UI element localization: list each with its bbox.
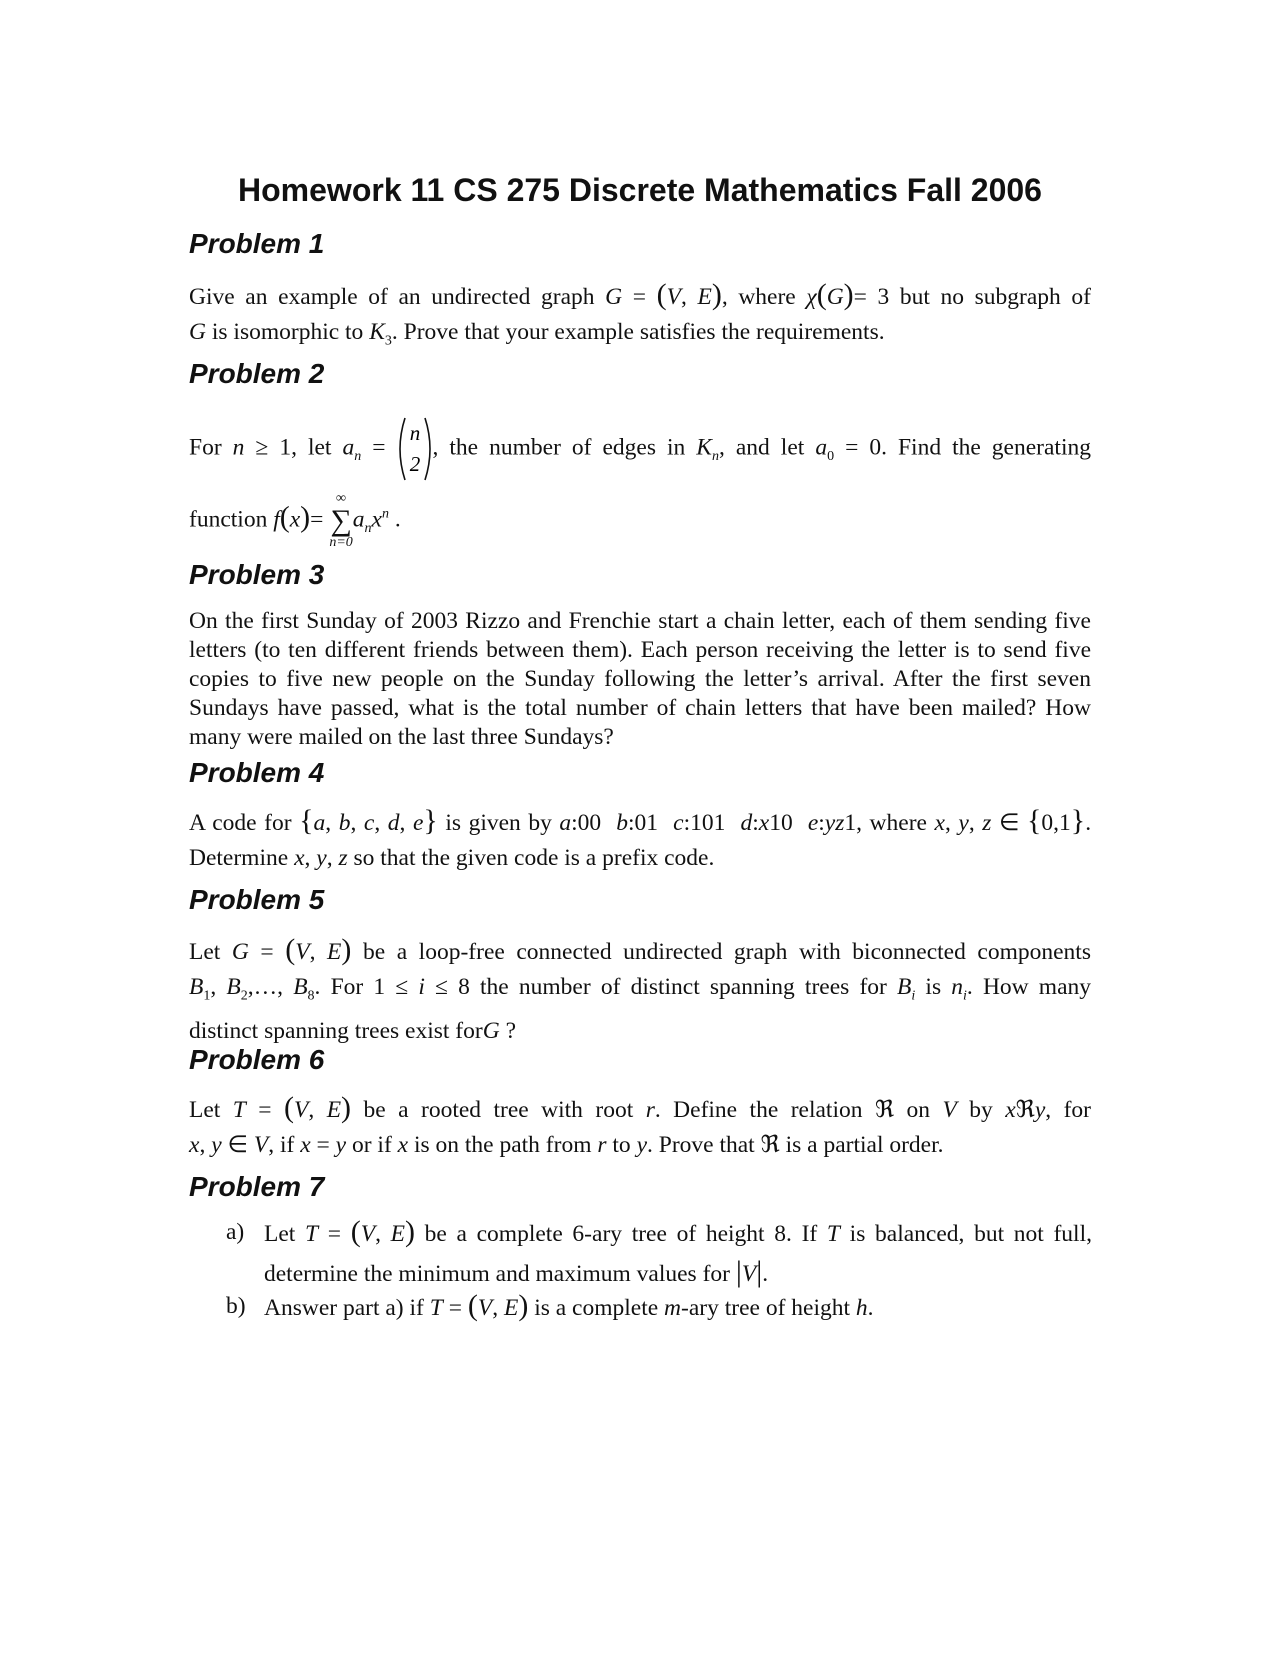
- problem-1-text: Give an example of an undirected graph G = (V, E), where χ(G)= 3 but no subgraph of G is isomorphic to $K_3$. Prove that your example satisfies the requirements.: [189, 278, 1091, 349]
- binomial-n-choose-2: [397, 416, 433, 482]
- problem-2-function: function f(x)= ∞ ∑ n=0 $a_nx^n$ .: [189, 491, 401, 550]
- problem-3-heading: Problem 3: [189, 559, 325, 590]
- part-a-label: a): [226, 1219, 245, 1245]
- problem-7-part-b: b) Answer part a) if T = (V, E) is a complete m-ary tree of height h.: [226, 1287, 1092, 1327]
- problem-4-text: A code for {a, b, c, d, e} is given by a:00 b:01 c:101 d:x10 e:yz1, where x, y, z ∈ {0,1}. Determine x, y, z so that the given code is a prefix code.: [189, 804, 1092, 871]
- problem-1-heading: Problem 1: [189, 228, 325, 259]
- problem-5-text: Let G = (V, E) be a loop-free connected undirected graph with biconnected components $B_1$, $B_2,\dots$, $B_8$. For 1 ≤ i ≤ 8 the number of distinct spanning trees for $B_i$ is $n_i$. How many distinct spanning trees exist forG ?: [189, 933, 1091, 1044]
- problem-4-heading: Problem 4: [189, 757, 325, 788]
- part-b-label: b): [226, 1293, 246, 1319]
- svg-text:2: 2: [409, 452, 420, 476]
- problem-6-text: Let T = (V, E) be a rooted tree with root r. Define the relation ℜ on V by xℜy, for x, y ∈ V, if x = y or if x is on the path from r to y. Prove that ℜ is a partial order.: [189, 1091, 1091, 1158]
- document-title: Homework 11 CS 275 Discrete Mathematics Fall 2006: [238, 172, 1042, 208]
- summation-symbol: ∞ ∑ n=0: [329, 491, 353, 550]
- problem-7-part-a: a) Let T = (V, E) be a complete 6-ary tree of height 8. If T is balanced, but not full, determine the minimum and maximum values for |V|.: [226, 1215, 1092, 1288]
- problem-2-heading: Problem 2: [189, 358, 325, 389]
- problem-2-text: For n ≥ 1, let $a_n$ = n 2 , the number of edges in $K_n$, and let $a_0 = 0$. Find the generating: [189, 416, 1091, 482]
- problem-5-heading: Problem 5: [189, 884, 325, 915]
- problem-3-text: On the first Sunday of 2003 Rizzo and Frenchie start a chain letter, each of them sending five letters (to ten different friends between them). Each person receiving the letter is to send five copies to five new people on the Sunday following the letter’s arrival. After the first seven Sundays have passed, what is the total number of chain letters that have been mailed? How many were mailed on the last three Sundays?: [189, 608, 1091, 750]
- problem-6-heading: Problem 6: [189, 1044, 325, 1075]
- svg-text:n: n: [409, 421, 420, 445]
- problem-7-heading: Problem 7: [189, 1171, 325, 1202]
